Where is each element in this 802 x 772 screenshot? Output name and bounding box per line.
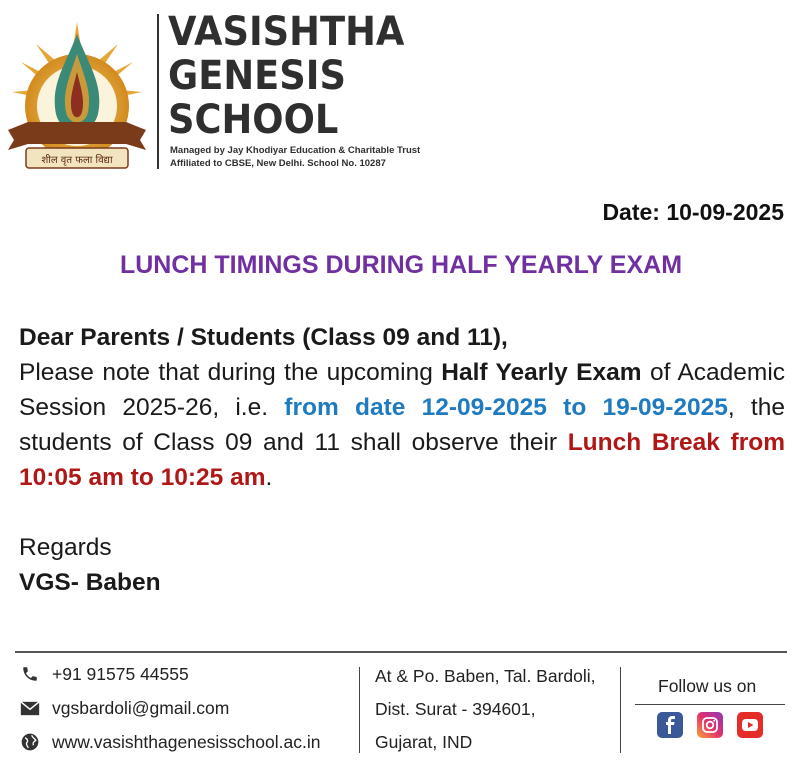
exam-date-range: from date 12-09-2025 to 19-09-2025 — [284, 394, 728, 421]
instagram-icon[interactable] — [697, 712, 723, 738]
managed-by: Managed by Jay Khodiyar Education & Charitable Trust — [170, 145, 421, 156]
contact-email — [18, 697, 229, 719]
address-line-2: Dist. Surat - 394601, — [375, 699, 536, 719]
para-text-2: of Academic Session 2025-26, i.e. — [19, 359, 786, 421]
facebook-icon[interactable] — [657, 712, 683, 738]
address-line-3: Gujarat, IND — [375, 732, 473, 752]
greeting: Dear Parents / Students (Class 09 and 11), — [19, 324, 508, 351]
lunch-break-time: Lunch Break from 10:05 am to 10:25 am — [19, 429, 785, 491]
notice-paragraph — [19, 355, 785, 495]
para-text-1: Please note that during the upcoming — [19, 359, 442, 386]
regards: Regards — [19, 534, 112, 561]
para-text-3: , the students of Class 09 and 11 shall observe their — [19, 394, 785, 456]
youtube-icon[interactable] — [737, 712, 763, 738]
notice-title: LUNCH TIMINGS DURING HALF YEARLY EXAM — [119, 251, 683, 279]
email-link[interactable]: vgsbardoli@gmail.com — [52, 697, 230, 718]
globe-icon — [18, 731, 42, 753]
school-name-line-3: SCHOOL — [168, 97, 339, 143]
follow-us-label: Follow us on — [658, 676, 757, 696]
school-logo — [6, 14, 148, 174]
school-name — [168, 10, 404, 142]
footer-divider — [15, 651, 787, 653]
affiliation: Affiliated to CBSE, New Delhi. School No. 10287 — [170, 158, 386, 169]
header-divider — [157, 14, 159, 169]
school-name-line-1: VASISHTHA — [168, 9, 405, 55]
footer-separator-1 — [359, 667, 360, 753]
signature: VGS- Baben — [19, 569, 161, 596]
contact-phone — [18, 663, 189, 685]
phone-icon — [18, 663, 42, 685]
contact-website — [18, 731, 320, 753]
follow-underline — [635, 704, 785, 705]
exam-name: Half Yearly Exam — [441, 359, 642, 386]
footer-separator-2 — [620, 667, 621, 753]
para-text-4: . — [265, 464, 273, 491]
notice-body — [19, 320, 785, 495]
logo-motto: शील वृत फला विद्या — [41, 155, 113, 166]
school-name-line-2: GENESIS — [168, 53, 346, 99]
notice-date: Date: 10-09-2025 — [602, 199, 784, 225]
letterhead — [0, 0, 802, 185]
website-link[interactable]: www.vasishthagenesisschool.ac.in — [52, 731, 321, 752]
address-line-1: At & Po. Baben, Tal. Bardoli, — [375, 666, 596, 686]
phone-number[interactable]: +91 91575 44555 — [52, 663, 189, 684]
mail-icon — [18, 697, 42, 719]
